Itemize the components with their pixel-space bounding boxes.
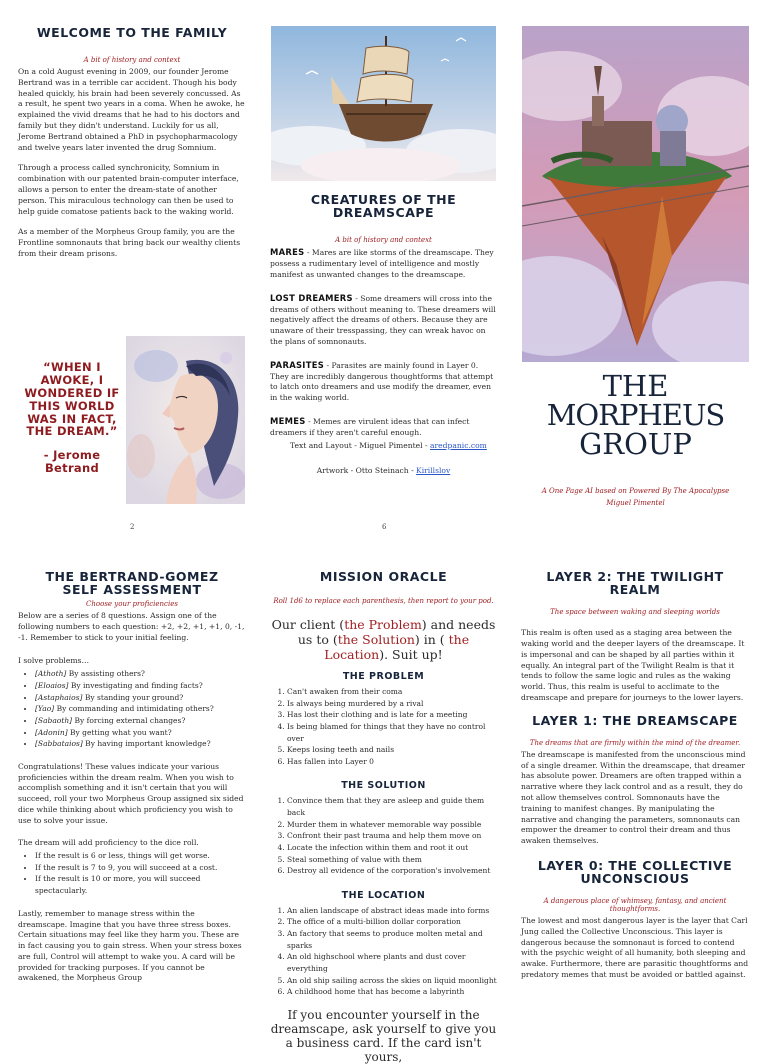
- credits-text-link[interactable]: aredpanic.com: [429, 440, 487, 450]
- result-item: • If the result is 6 or less, things will get worse.: [35, 850, 246, 862]
- solution-list: [270, 795, 497, 876]
- problem-list: [270, 686, 497, 767]
- quote-text: “WHEN I AWOKE, I WONDERED IF THIS WORLD WAS IN FACT, THE DREAM.”: [24, 360, 120, 439]
- credits-art: [270, 466, 497, 477]
- problem-title: THE PROBLEM: [342, 671, 425, 683]
- assessment-paragraph-2: Congratulations! These values indicate your various proficiencies within the dream realm. When you wish to accomplish something and it isn't certain that you will succeed, roll your two Morpheus Group assigned six sided dice while thinking about which proficiency you wish to use to solve your issue.: [18, 761, 244, 825]
- assessment-lead: I solve problems…: [18, 655, 90, 665]
- location-item: 3. An factory that seems to produce molten metal and sparks: [287, 928, 497, 951]
- location-item: 6. A childhood home that has become a labyrinth: [287, 986, 497, 998]
- solution-item: 4. Locate the infection within them and root it out: [287, 842, 497, 854]
- creature-mares-text: - Mares are like storms of the dreamscape. They possess a rudimentary level of intelligence and mostly manifest as unwanted changes to the dreamscape.: [270, 248, 494, 279]
- creatures-title: CREATURES OF THE DREAMSCAPE: [310, 192, 457, 221]
- location-item: 2. The office of a multi-billion dollar corporation: [287, 916, 497, 928]
- creature-mares-term: MARES: [270, 247, 305, 258]
- layer-1-title: LAYER 1: THE DREAMSCAPE: [532, 712, 738, 728]
- creatures-panel: [270, 193, 497, 484]
- portrait-illustration: [126, 336, 245, 504]
- creature-parasites-text: - Parasites are mainly found in Layer 0. They are incredibly dangerous thoughtforms that attempt to latch onto dreamers and use modify the dreamer, even in the waking world.: [270, 360, 494, 403]
- layer-0-subtitle: A dangerous place of whimsey, fantasy, and ancient thoughtforms.: [543, 897, 727, 914]
- creature-lost-dreamers-text: - Some dreamers will cross into the dreams of others without meaning to. These dreamers will negatively affect the dreams of others. Because they are unaware of their tresspassing, they can wreak havoc on the plans of somnonauts.: [270, 293, 496, 346]
- assessment-paragraph-4: Lastly, remember to manage stress within the dreamscape. Imagine that you have three stress boxes. Certain situations may feel like they harm you. These are in fact causing you to gain stress. When your stress boxes are full, Control will attempt to wake you. A card will be provided for tracking purposes. If you cannot be awakened, the Morpheus Group: [18, 908, 242, 983]
- welcome-title: WELCOME TO THE FAMILY: [36, 25, 228, 40]
- oracle-panel: [270, 570, 497, 1064]
- assessment-intro: Below are a series of 8 questions. Assign one of the following numbers to each question: +2, +2, +1, +1, 0, -1, -1. Remember to stick to your initial feeling.: [18, 611, 245, 642]
- creature-parasites: [270, 360, 497, 404]
- location-list: [270, 905, 497, 998]
- welcome-subtitle: A bit of history and context: [83, 56, 181, 65]
- location-item: 1. An alien landscape of abstract ideas made into forms: [287, 905, 497, 917]
- layer-1-text: The dreamscape is manifested from the unconscious mind of a single dreamer. Within the dreamscape, that dreamer has absolute power. Dreamers are often trapped within a narrative where they lack control and as a result, they do not allow themselves control. Somnonauts have the training to manifest changes. By manipulating the narrative and changing the parameters, somnonauts can empower the dreamer to control their dream and thus awaken themselves.: [521, 749, 746, 846]
- cover-title-line-3: GROUP: [579, 427, 692, 461]
- problem-item: 1. Can't awaken from their coma: [287, 686, 497, 698]
- location-item: 5. An old ship sailing across the skies on liquid moonlight: [287, 975, 497, 987]
- credits-text-label: Text and Layout - Miguel Pimentel -: [290, 440, 430, 450]
- credits-art-link[interactable]: Kirillslov: [416, 465, 451, 475]
- oracle-subtitle: Roll 1d6 to replace each parenthesis, then report to your pod.: [273, 597, 494, 606]
- credits-text: [270, 441, 497, 452]
- layer-0-text: The lowest and most dangerous layer is the layer that Carl Jung called the Collective Unconscious. This layer is dangerous because the somnonaut is forced to contend with the psychic weight of all humanity, both sleeping and awake. Furthermore, there are parasitic thoughtforms and predatory memes that must be avoided or battled against.: [521, 916, 749, 980]
- quote-author: - Jerome Betrand: [43, 448, 101, 476]
- problem-item: 5. Keeps losing teeth and nails: [287, 744, 497, 756]
- problem-item: 4. Is being blamed for things that they have no control over: [287, 721, 497, 744]
- layer-2-subtitle: The space between waking and sleeping worlds: [550, 608, 720, 617]
- problem-item: 3. Has lost their clothing and is late for a meeting: [287, 709, 497, 721]
- assessment-results-list: [18, 850, 246, 897]
- ship-illustration: [271, 26, 496, 181]
- cover-title-line-1: THE: [602, 369, 669, 403]
- location-title: THE LOCATION: [341, 889, 426, 901]
- assessment-panel: [18, 570, 246, 992]
- assessment-question: • [Sabaoth] By forcing external changes?: [35, 715, 246, 727]
- assessment-title: THE BERTRAND-GOMEZ SELF ASSESSMENT: [45, 569, 219, 598]
- welcome-paragraph-3: As a member of the Morpheus Group family, you are the Frontline somnonauts that bring back our wealthy clients from their dream prisons.: [18, 227, 241, 258]
- layer-2-text: This realm is often used as a staging area between the waking world and the deeper layers of the dreamscape. It is impersonal and can be shaped by all parties within it equally. An integral part of the Twilight Realm is that it tends to follow the same logic and rules as the waking world. Thus, this realm is useful to acclimate to the dreamscape and prepare for journeys to the lower layers.: [521, 628, 745, 702]
- layer-1-subtitle: The dreams that are firmly within the mind of the dreamer.: [529, 738, 741, 747]
- solution-item: 1. Convince them that they are asleep and guide them back: [287, 795, 497, 818]
- solution-item: 5. Steal something of value with them: [287, 854, 497, 866]
- solution-title: THE SOLUTION: [341, 780, 426, 792]
- cover-title-line-2: MORPHEUS: [546, 398, 725, 432]
- layer-0-title: LAYER 0: THE COLLECTIVE UNCONSCIOUS: [537, 857, 733, 886]
- oracle-lead: Our client (the Problem) and needs us to (the Solution) in ( the Location). Suit up!: [271, 617, 496, 663]
- cover-tagline: A One Page AI based on Powered By The Apocalypse: [541, 487, 730, 495]
- creatures-subtitle: A bit of history and context: [335, 236, 432, 245]
- welcome-paragraph-1: On a cold August evening in 2009, our founder Jerome Bertrand was in a terrible car accident. Though his body healed quickly, his brain had been severely concussed. As a result, he spent two years in a coma. When he awoke, he explained the vivid dreams that he had to his doctors and family but they didn't understand. Luckily for us all, Jerome Bertrand obtained a PhD in psychopharmacology and twelve years later invented the drug Somnium.: [18, 67, 245, 152]
- cover-title: [522, 369, 749, 507]
- oracle-closing: If you encounter yourself in the dreamscape, ask yourself to give you a business card. If the card isn't yours,: [270, 1007, 497, 1064]
- solution-item: 3. Confront their past trauma and help them move on: [287, 830, 497, 842]
- assessment-question-list: [18, 668, 246, 749]
- creature-lost-dreamers-term: LOST DREAMERS: [270, 292, 353, 303]
- page-number-middle: 6: [382, 523, 387, 531]
- quote-block: [20, 361, 124, 475]
- assessment-question: • [Yao] By commanding and intimidating others?: [35, 703, 246, 715]
- oracle-title: MISSION ORACLE: [319, 569, 448, 584]
- location-item: 4. An old highschool where plants and dust cover everything: [287, 951, 497, 974]
- floating-island-illustration: [522, 26, 749, 362]
- solution-item: 6. Destroy all evidence of the corporation's involvement: [287, 865, 497, 877]
- cover-author: Miguel Pimentel: [606, 499, 665, 507]
- creature-parasites-term: PARASITES: [270, 359, 325, 370]
- layers-panel: [521, 570, 749, 989]
- solution-item: 2. Murder them in whatever memorable way possible: [287, 819, 497, 831]
- result-item: • If the result is 7 to 9, you will succeed at a cost.: [35, 862, 246, 874]
- layer-2-title: LAYER 2: THE TWILIGHT REALM: [546, 569, 724, 598]
- assessment-question: • [Sabbataios] By having important knowledge?: [35, 738, 246, 750]
- result-item: • If the result is 10 or more, you will succeed spectacularly.: [35, 873, 246, 896]
- creature-memes-term: MEMES: [270, 416, 306, 427]
- credits-art-label: Artwork - Otto Steinach -: [316, 465, 417, 475]
- assessment-question: • [Astaphaios] By standing your ground?: [35, 692, 246, 704]
- assessment-question: • [Athoth] By assisting others?: [35, 668, 246, 680]
- welcome-panel: [18, 26, 246, 268]
- page-number-left: 2: [130, 523, 135, 531]
- creature-memes-text: - Memes are virulent ideas that can infect dreamers if they aren't careful enough.: [270, 417, 470, 437]
- creature-mares: [270, 247, 497, 280]
- assessment-paragraph-3: The dream will add proficiency to the dice roll.: [18, 838, 199, 848]
- assessment-question: • [Adonin] By getting what you want?: [35, 727, 246, 739]
- welcome-paragraph-2: Through a process called synchronicity, Somnium in combination with our patented brain-computer interface, allows a person to enter the dream-state of another person. This miraculous technology can then be used to help guide comatose patients back to the waking world.: [18, 163, 239, 216]
- creature-lost-dreamers: [270, 293, 497, 348]
- problem-item: 2. Is always being murdered by a rival: [287, 698, 497, 710]
- creature-memes: [270, 416, 497, 439]
- problem-item: 6. Has fallen into Layer 0: [287, 756, 497, 768]
- assessment-subtitle: Choose your proficiencies: [86, 600, 178, 609]
- assessment-question: • [Eloaios] By investigating and finding facts?: [35, 680, 246, 692]
